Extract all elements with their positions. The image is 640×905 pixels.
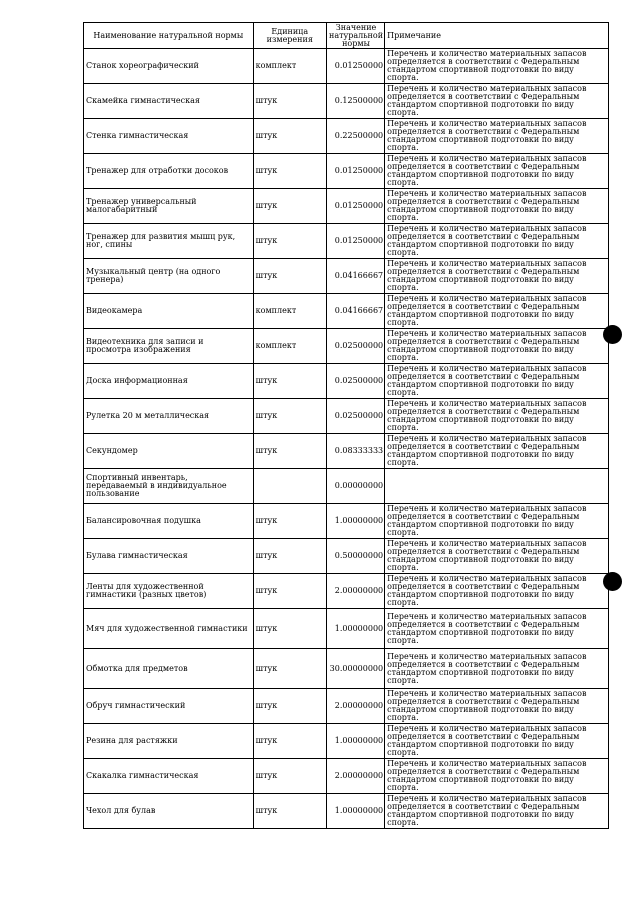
table-row xyxy=(84,399,609,434)
row-name-cell: Доска информационная xyxy=(84,364,254,399)
row-value-cell: 0.50000000 xyxy=(326,539,384,574)
row-unit-cell: комплект xyxy=(253,49,326,84)
table-row xyxy=(84,224,609,259)
row-name-cell: Резина для растяжки xyxy=(84,724,254,759)
row-name-cell: Тренажер для развития мышц рук, ног, спины xyxy=(84,224,254,259)
row-name-cell: Видеотехника для записи и просмотра изображения xyxy=(84,329,254,364)
row-name-cell: Обмотка для предметов xyxy=(84,649,254,689)
row-note-cell: Перечень и количество материальных запасов определяется в соответствии с Федеральным стандартом спортивной подготовки по виду спорта. xyxy=(385,539,609,574)
table-row xyxy=(84,294,609,329)
table-row xyxy=(84,154,609,189)
table-row xyxy=(84,259,609,294)
row-value-cell: 0.01250000 xyxy=(326,224,384,259)
row-value-cell: 0.04166667 xyxy=(326,259,384,294)
row-note-cell: Перечень и количество материальных запасов определяется в соответствии с Федеральным стандартом спортивной подготовки по виду спорта. xyxy=(385,49,609,84)
row-name-cell: Музыкальный центр (на одного тренера) xyxy=(84,259,254,294)
row-note-cell: Перечень и количество материальных запасов определяется в соответствии с Федеральным стандартом спортивной подготовки по виду спорта. xyxy=(385,84,609,119)
row-unit-cell: штук xyxy=(253,434,326,469)
table-row xyxy=(84,609,609,649)
row-name-cell: Обруч гимнастический xyxy=(84,689,254,724)
row-unit-cell: штук xyxy=(253,759,326,794)
table-row xyxy=(84,539,609,574)
row-note-cell: Перечень и количество материальных запасов определяется в соответствии с Федеральным стандартом спортивной подготовки по виду спорта. xyxy=(385,724,609,759)
table-row xyxy=(84,794,609,829)
row-note-cell: Перечень и количество материальных запасов определяется в соответствии с Федеральным стандартом спортивной подготовки по виду спорта. xyxy=(385,119,609,154)
row-value-cell: 2.00000000 xyxy=(326,759,384,794)
row-name-cell: Стенка гимнастическая xyxy=(84,119,254,154)
row-value-cell: 1.00000000 xyxy=(326,609,384,649)
row-note-cell: Перечень и количество материальных запасов определяется в соответствии с Федеральным стандартом спортивной подготовки по виду спорта. xyxy=(385,609,609,649)
row-unit-cell: штук xyxy=(253,609,326,649)
table-row xyxy=(84,689,609,724)
row-note-cell: Перечень и количество материальных запасов определяется в соответствии с Федеральным стандартом спортивной подготовки по виду спорта. xyxy=(385,794,609,829)
row-value-cell: 0.01250000 xyxy=(326,189,384,224)
row-note-cell: Перечень и количество материальных запасов определяется в соответствии с Федеральным стандартом спортивной подготовки по виду спорта. xyxy=(385,399,609,434)
table-row xyxy=(84,469,609,504)
row-value-cell: 0.08333333 xyxy=(326,434,384,469)
row-unit-cell: штук xyxy=(253,574,326,609)
row-unit-cell: штук xyxy=(253,504,326,539)
table-row xyxy=(84,504,609,539)
row-value-cell: 0.02500000 xyxy=(326,399,384,434)
binder-hole-top xyxy=(603,325,622,344)
row-unit-cell: комплект xyxy=(253,294,326,329)
table-row xyxy=(84,649,609,689)
table-row xyxy=(84,574,609,609)
row-name-cell: Ленты для художественной гимнастики (разных цветов) xyxy=(84,574,254,609)
row-note-cell: Перечень и количество материальных запасов определяется в соответствии с Федеральным стандартом спортивной подготовки по виду спорта. xyxy=(385,504,609,539)
row-unit-cell: штук xyxy=(253,189,326,224)
row-name-cell: Тренажер для отработки досоков xyxy=(84,154,254,189)
row-unit-cell: штук xyxy=(253,399,326,434)
row-note-cell: Перечень и количество материальных запасов определяется в соответствии с Федеральным стандартом спортивной подготовки по виду спорта. xyxy=(385,189,609,224)
table-row xyxy=(84,119,609,154)
row-unit-cell: штук xyxy=(253,119,326,154)
row-note-cell: Перечень и количество материальных запасов определяется в соответствии с Федеральным стандартом спортивной подготовки по виду спорта. xyxy=(385,329,609,364)
table-row xyxy=(84,364,609,399)
row-note-cell: Перечень и количество материальных запасов определяется в соответствии с Федеральным стандартом спортивной подготовки по виду спорта. xyxy=(385,154,609,189)
row-unit-cell: штук xyxy=(253,539,326,574)
table-row xyxy=(84,189,609,224)
row-value-cell: 0.00000000 xyxy=(326,469,384,504)
norms-table xyxy=(83,22,609,829)
row-value-cell: 1.00000000 xyxy=(326,794,384,829)
row-value-cell: 0.01250000 xyxy=(326,154,384,189)
row-unit-cell: штук xyxy=(253,364,326,399)
row-name-cell: Чехол для булав xyxy=(84,794,254,829)
row-value-cell: 2.00000000 xyxy=(326,574,384,609)
row-note-cell: Перечень и количество материальных запасов определяется в соответствии с Федеральным стандартом спортивной подготовки по виду спорта. xyxy=(385,294,609,329)
row-name-cell: Балансировочная подушка xyxy=(84,504,254,539)
row-name-cell: Тренажер универсальный малогабаритный xyxy=(84,189,254,224)
row-value-cell: 0.02500000 xyxy=(326,364,384,399)
row-unit-cell: штук xyxy=(253,724,326,759)
header-name: Наименование натуральной нормы xyxy=(84,23,254,49)
row-value-cell: 0.02500000 xyxy=(326,329,384,364)
row-name-cell: Спортивный инвентарь, передаваемый в индивидуальное пользование xyxy=(84,469,254,504)
row-name-cell: Булава гимнастическая xyxy=(84,539,254,574)
header-value: Значение натуральной нормы xyxy=(326,23,384,49)
table-row xyxy=(84,84,609,119)
row-note-cell: Перечень и количество материальных запасов определяется в соответствии с Федеральным стандартом спортивной подготовки по виду спорта. xyxy=(385,259,609,294)
row-name-cell: Станок хореографический xyxy=(84,49,254,84)
row-unit-cell: комплект xyxy=(253,329,326,364)
row-unit-cell xyxy=(253,469,326,504)
binder-hole-bottom xyxy=(603,572,622,591)
row-unit-cell: штук xyxy=(253,154,326,189)
row-value-cell: 1.00000000 xyxy=(326,504,384,539)
row-unit-cell: штук xyxy=(253,649,326,689)
row-name-cell: Скамейка гимнастическая xyxy=(84,84,254,119)
table-body xyxy=(84,49,609,829)
table-row xyxy=(84,49,609,84)
row-value-cell: 1.00000000 xyxy=(326,724,384,759)
row-value-cell: 0.01250000 xyxy=(326,49,384,84)
header-note: Примечание xyxy=(385,23,609,49)
row-note-cell: Перечень и количество материальных запасов определяется в соответствии с Федеральным стандартом спортивной подготовки по виду спорта. xyxy=(385,364,609,399)
table-row xyxy=(84,724,609,759)
row-note-cell: Перечень и количество материальных запасов определяется в соответствии с Федеральным стандартом спортивной подготовки по виду спорта. xyxy=(385,574,609,609)
row-unit-cell: штук xyxy=(253,224,326,259)
row-name-cell: Секундомер xyxy=(84,434,254,469)
row-note-cell: Перечень и количество материальных запасов определяется в соответствии с Федеральным стандартом спортивной подготовки по виду спорта. xyxy=(385,649,609,689)
row-value-cell: 30.00000000 xyxy=(326,649,384,689)
row-unit-cell: штук xyxy=(253,689,326,724)
row-note-cell: Перечень и количество материальных запасов определяется в соответствии с Федеральным стандартом спортивной подготовки по виду спорта. xyxy=(385,434,609,469)
row-value-cell: 0.22500000 xyxy=(326,119,384,154)
row-value-cell: 0.04166667 xyxy=(326,294,384,329)
row-unit-cell: штук xyxy=(253,794,326,829)
row-unit-cell: штук xyxy=(253,259,326,294)
row-unit-cell: штук xyxy=(253,84,326,119)
row-note-cell: Перечень и количество материальных запасов определяется в соответствии с Федеральным стандартом спортивной подготовки по виду спорта. xyxy=(385,689,609,724)
row-name-cell: Мяч для художественной гимнастики xyxy=(84,609,254,649)
row-value-cell: 2.00000000 xyxy=(326,689,384,724)
row-note-cell xyxy=(385,469,609,504)
table-row xyxy=(84,434,609,469)
row-note-cell: Перечень и количество материальных запасов определяется в соответствии с Федеральным стандартом спортивной подготовки по виду спорта. xyxy=(385,224,609,259)
row-note-cell: Перечень и количество материальных запасов определяется в соответствии с Федеральным стандартом спортивной подготовки по виду спорта. xyxy=(385,759,609,794)
table-header-row xyxy=(84,23,609,49)
row-name-cell: Рулетка 20 м металлическая xyxy=(84,399,254,434)
table-row xyxy=(84,329,609,364)
row-value-cell: 0.12500000 xyxy=(326,84,384,119)
table-row xyxy=(84,759,609,794)
header-unit: Единица измерения xyxy=(253,23,326,49)
row-name-cell: Скакалка гимнастическая xyxy=(84,759,254,794)
row-name-cell: Видеокамера xyxy=(84,294,254,329)
